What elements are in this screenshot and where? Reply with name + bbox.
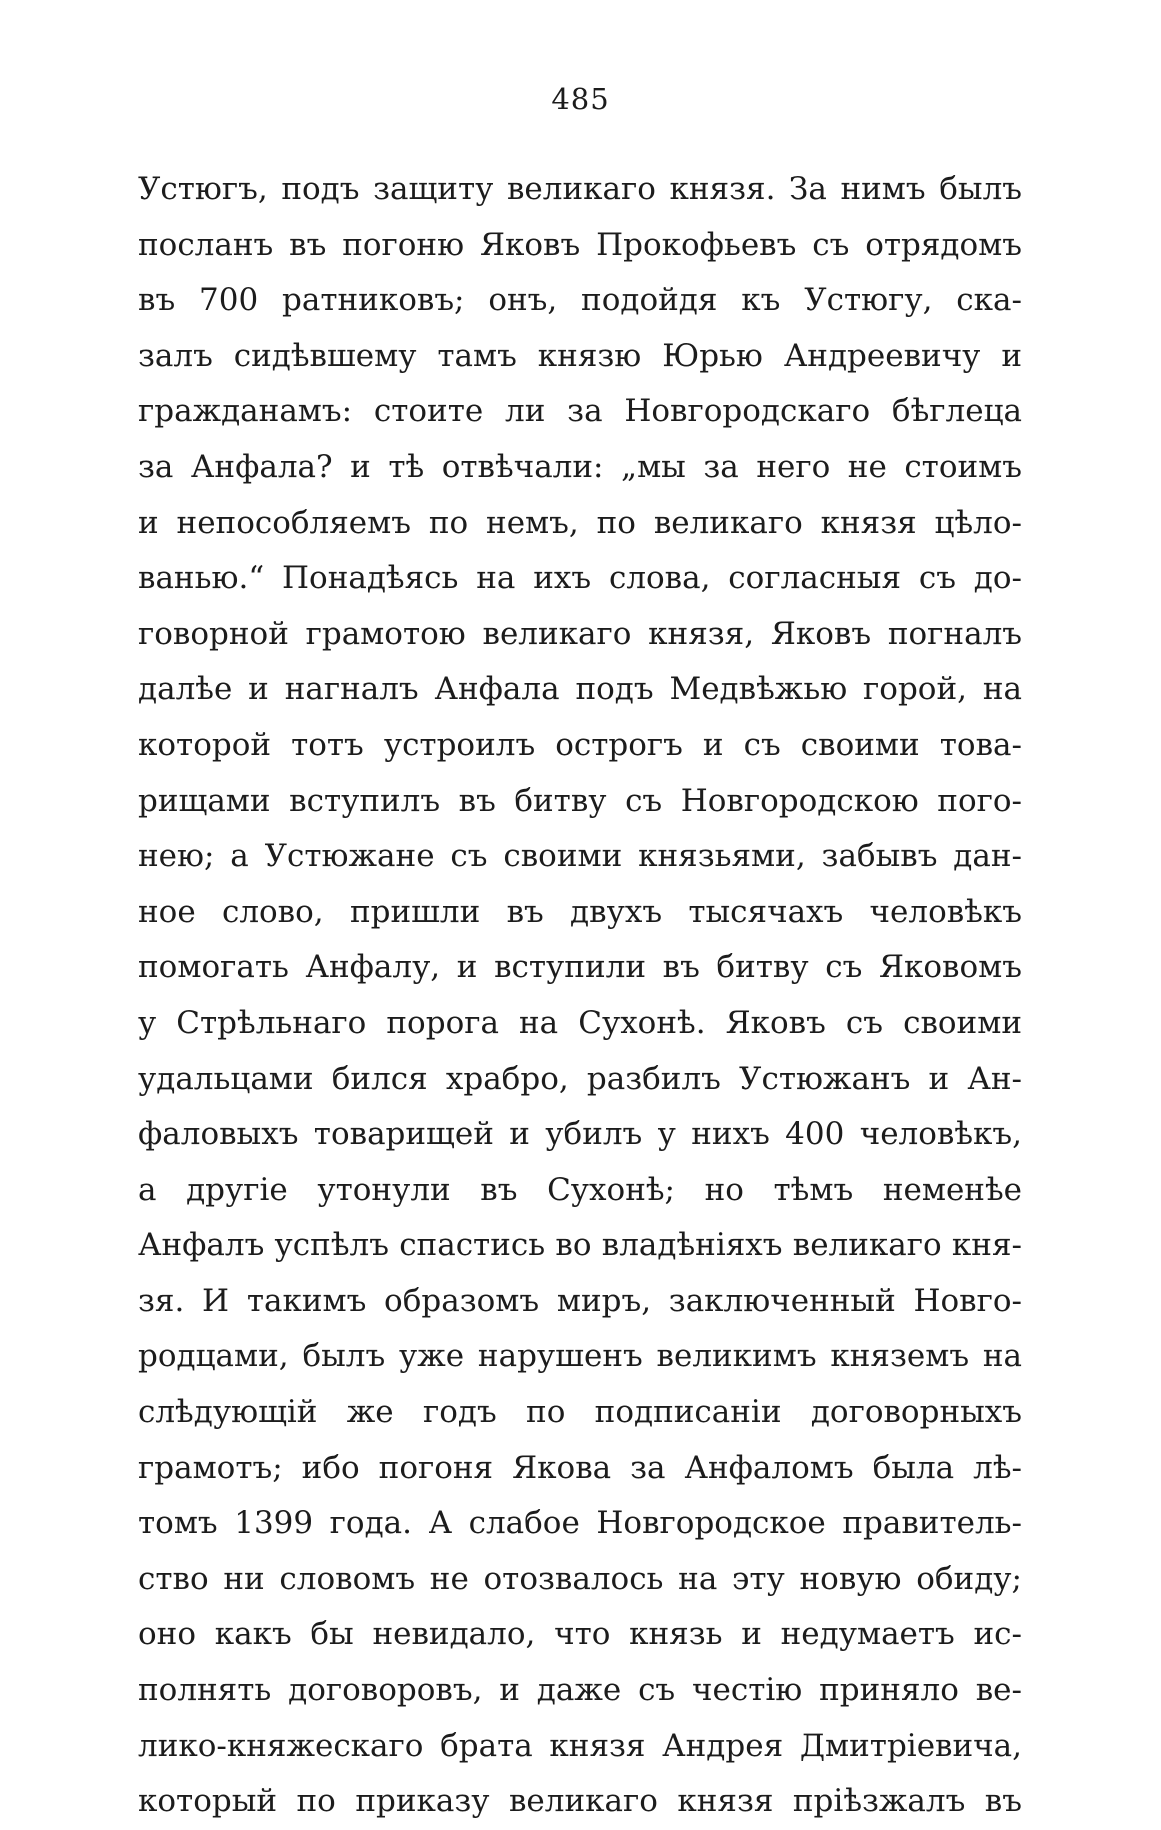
text-line: оно какъ бы невидало, что князь и недумаетъ ис-	[138, 1616, 1022, 1653]
text-line: и непособляемъ по немъ, по великаго князя цѣло-	[138, 504, 1022, 541]
text-line: слѣдующій же годъ по подписаніи договорныхъ	[138, 1394, 1022, 1431]
text-line: фаловыхъ товарищей и убилъ у нихъ 400 человѣкъ,	[138, 1116, 1022, 1153]
text-line: ство ни словомъ не отозвалось на эту новую обиду;	[138, 1560, 1022, 1597]
text-line: залъ сидѣвшему тамъ князю Юрью Андреевичу и	[138, 337, 1022, 374]
text-line: грамотъ; ибо погоня Якова за Анфаломъ была лѣ-	[138, 1449, 1022, 1486]
text-line: гражданамъ: стоите ли за Новгородскаго бѣглеца	[138, 393, 1022, 430]
text-line: говорной грамотою великаго князя, Яковъ погналъ	[138, 615, 1022, 652]
text-line: а другіе утонули въ Сухонѣ; но тѣмъ неменѣе	[138, 1171, 1022, 1208]
text-line: посланъ въ погоню Яковъ Прокофьевъ съ отрядомъ	[138, 226, 1022, 263]
text-line: ное слово, пришли въ двухъ тысячахъ человѣкъ	[138, 893, 1022, 930]
text-line: полнять договоровъ, и даже съ честію приняло ве-	[138, 1672, 1022, 1709]
text-line: лико-княжескаго брата князя Андрея Дмитріевича,	[138, 1727, 1022, 1764]
text-line: ванью.“ Понадѣясь на ихъ слова, согласныя съ до-	[138, 560, 1022, 597]
text-line: родцами, былъ уже нарушенъ великимъ княземъ на	[138, 1338, 1022, 1375]
text-line: удальцами бился храбро, разбилъ Устюжанъ и Ан-	[138, 1060, 1022, 1097]
text-line: за Анфала? и тѣ отвѣчали: „мы за него не стоимъ	[138, 448, 1022, 485]
body-text	[138, 162, 1022, 1830]
text-line: который по приказу великаго князя пріѣзжалъ въ	[138, 1783, 1022, 1820]
text-line: далѣе и нагналъ Анфала подъ Медвѣжью горой, на	[138, 671, 1022, 708]
text-line: помогать Анфалу, и вступили въ битву съ Яковомъ	[138, 949, 1022, 986]
page-number: 485	[551, 82, 610, 116]
text-line: Устюгъ, подъ защиту великаго князя. За нимъ былъ	[138, 171, 1022, 207]
text-line: зя. И такимъ образомъ миръ, заключенный Новго-	[138, 1282, 1022, 1319]
text-line: у Стрѣльнаго порога на Сухонѣ. Яковъ съ своими	[138, 1004, 1022, 1041]
text-line: томъ 1399 года. А слабое Новгородское правитель-	[138, 1505, 1022, 1542]
text-line: Анфалъ успѣлъ спастись во владѣніяхъ великаго кня-	[138, 1227, 1022, 1264]
text-line: рищами вступилъ въ битву съ Новгородскою пого-	[138, 782, 1022, 819]
text-line: нею; а Устюжане съ своими князьями, забывъ дан-	[138, 838, 1022, 875]
text-line: въ 700 ратниковъ; онъ, подойдя къ Устюгу, ска-	[138, 282, 1022, 319]
text-line: которой тотъ устроилъ острогъ и съ своими това-	[138, 726, 1022, 763]
